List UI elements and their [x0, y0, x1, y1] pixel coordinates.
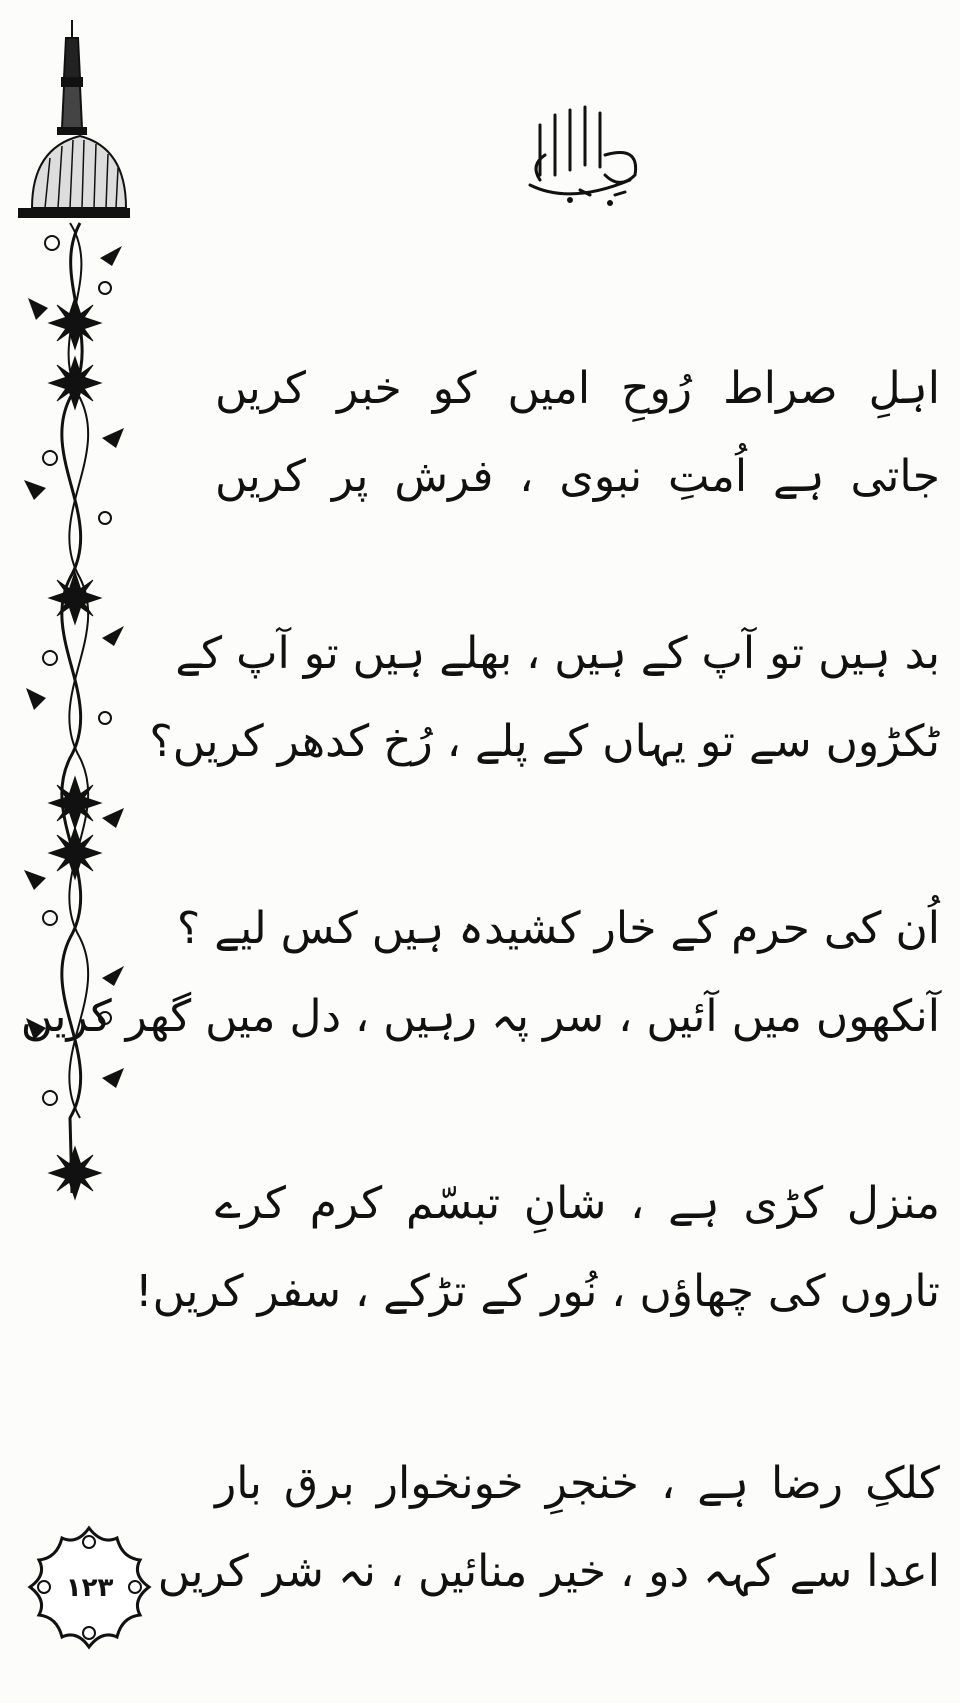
stanza	[134, 1160, 940, 1336]
verse-line: بد ہیں تو آپ کے ہیں ، بھلے ہیں تو آپ کے	[175, 628, 940, 679]
verse-line: اہلِ صراط رُوحِ امیں کو خبر کریں	[215, 363, 940, 414]
verse-line: ٹکڑوں سے تو یہاں کے پلے ، رُخ کدھر کریں؟	[149, 716, 940, 767]
verse-line: منزل کڑی ہے ، شانِ تبسّم کرم کرے	[215, 1178, 940, 1229]
stanza	[157, 1440, 940, 1616]
verse-line: آنکھوں میں آئیں ، سر پہ رہیں ، دل میں گھر کریں	[20, 991, 940, 1042]
verse-line: اُن کی حرم کے خار کشیدہ ہیں کس لیے ؟	[176, 903, 940, 954]
stanza	[20, 885, 940, 1061]
verse-line: کلکِ رضا ہے ، خنجرِ خونخوار برق بار	[215, 1458, 940, 1509]
verse-line: تاروں کی چھاؤں ، نُور کے تڑکے ، سفر کریں!	[134, 1266, 940, 1317]
stanza	[215, 345, 940, 521]
stanza	[149, 610, 940, 786]
calligraphy-emblem-icon	[510, 95, 660, 215]
verse-line: جاتی ہے اُمتِ نبوی ، فرش پر کریں	[215, 451, 940, 502]
page-number: ۱۲۳	[65, 1572, 114, 1603]
verse-line: اعدا سے کہہ دو ، خیر منائیں ، نہ شر کریں	[157, 1546, 940, 1597]
